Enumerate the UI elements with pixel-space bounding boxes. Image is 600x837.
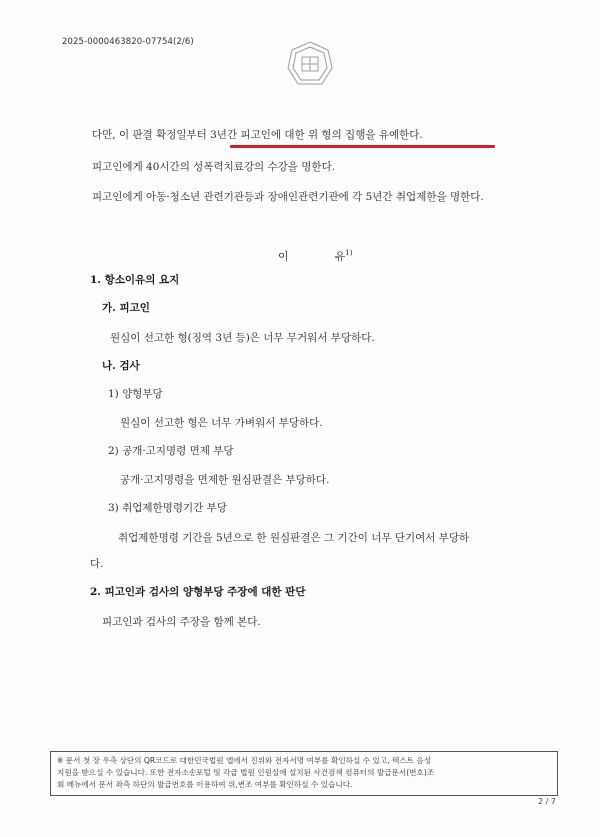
item-3-heading: 3) 취업제한명령기간 부당: [108, 502, 227, 514]
body-line-treatment: 피고인에게 40시간의 성폭력치료강의 수강을 명한다.: [92, 161, 336, 173]
subsection-ga-text: 원심이 선고한 형(징역 3년 등)은 너무 무거워서 부당하다.: [110, 332, 375, 344]
notice-line-3: 회 메뉴에서 문서 좌측 하단의 발급번호를 이용하여 위,변조 여부를 확인하실 수 있습니다.: [57, 780, 353, 789]
item-1-heading: 1) 양형부당: [108, 388, 163, 400]
notice-line-2: 지원을 받으실 수 있습니다. 또한 전자소송포털 및 각급 법원 인원실에 설치된 사건검색 컴퓨터의 발급문서(번호)조: [57, 768, 435, 777]
item-1-text: 원심이 선고한 형은 너무 가벼워서 부당하다.: [120, 417, 323, 429]
verification-notice-box: [50, 751, 558, 796]
notice-line-1: ※ 문서 첫 장 우측 상단의 QR코드로 대한민국법원 앱에서 진위와 전자서명 여부를 확인하실 수 있고, 텍스트 음성: [57, 756, 432, 765]
court-seal-icon: [286, 40, 334, 88]
reason-title-left: 이: [278, 250, 289, 263]
section-1-heading: 1. 항소이유의 요지: [90, 274, 180, 286]
section-2-heading: 2. 피고인과 검사의 양형부당 주장에 대한 판단: [90, 586, 306, 598]
item-2-heading: 2) 공개·고지명령 면제 부당: [108, 445, 234, 457]
page-number: 2 / 7: [538, 797, 556, 806]
item-3-text: 취업제한명령 기간을 5년으로 한 원심판결은 그 기간이 너무 단기여서 부당하: [118, 532, 470, 544]
subsection-na-heading: 나. 검사: [102, 360, 140, 372]
reason-title: [278, 248, 352, 264]
footnote-mark: 1): [345, 249, 353, 257]
reason-title-right: 유: [334, 250, 346, 263]
item-3-text-continued: 다.: [90, 558, 104, 570]
item-2-text: 공개·고지명령을 면제한 원심판결은 부당하다.: [120, 474, 330, 486]
body-line-employment-restriction: 피고인에게 아동·청소년 관련기관등과 장애인관련기관에 각 5년간 취업제한을 명한다.: [92, 191, 484, 203]
subsection-ga-heading: 가. 피고인: [102, 302, 150, 314]
red-underline-highlight: [230, 145, 495, 148]
section-2-text: 피고인과 검사의 주장을 함께 본다.: [102, 616, 261, 628]
document-id: 2025-0000463820-07754(2/6): [62, 37, 194, 47]
body-line-suspension: 다만, 이 판결 확정일부터 3년간 피고인에 대한 위 형의 집행을 유예한다.: [92, 129, 423, 141]
